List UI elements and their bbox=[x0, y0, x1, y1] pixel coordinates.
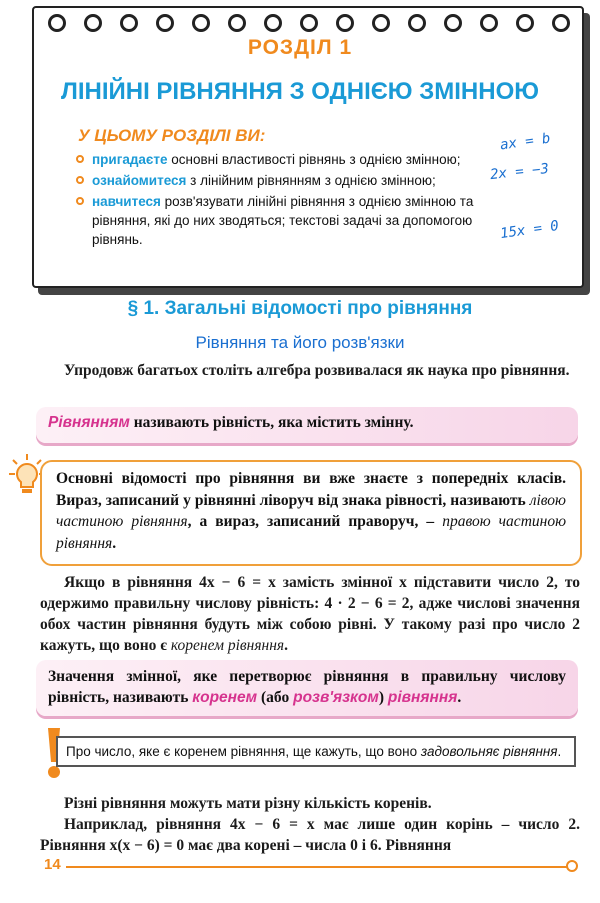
ring-icon bbox=[120, 14, 138, 32]
roots-paragraph: Різні рівняння можуть мати різну кількість коренів. bbox=[64, 795, 432, 812]
ring-icon bbox=[516, 14, 534, 32]
ring-icon bbox=[336, 14, 354, 32]
goals-list bbox=[74, 150, 504, 251]
note-box: Про число, яке є коренем рівняння, ще кажуть, що воно задовольняє рівняння. bbox=[56, 736, 576, 767]
intro-paragraph: Упродовж багатьох століть алгебра розвивалася як наука про рівняння. bbox=[64, 362, 570, 379]
root-definition-box: Значення змінної, яке перетворює рівняння в правильну числову рівність, називають коренем (або розв'язком) рівняння. bbox=[36, 660, 578, 716]
goal-item: пригадаєте основні властивості рівнянь з однією змінною; bbox=[74, 150, 504, 169]
example-roots-paragraph: Наприклад, рівняння 4x − 6 = x має лише один корінь – число 2. Рівняння x(x − 6) = 0 має два корені – числа 0 і 6. Рівняння bbox=[40, 816, 580, 854]
ring-icon bbox=[48, 14, 66, 32]
handwritten-equation: 2x = −3 bbox=[489, 160, 550, 184]
footer-circle-icon bbox=[566, 860, 578, 872]
goal-item: ознайомитеся з лінійним рівнянням з однією змінною; bbox=[74, 171, 504, 190]
ring-icon bbox=[552, 14, 570, 32]
section-title: § 1. Загальні відомості про рівняння bbox=[127, 298, 473, 319]
ring-icon bbox=[408, 14, 426, 32]
goal-item: навчитеся розв'язувати лінійні рівняння з однією змінною та рівняння, які до них зводяться; текстові задачі за допомогою рівнянь. bbox=[74, 192, 504, 249]
page-number: 14 bbox=[44, 856, 61, 873]
chapter-title: ЛІНІЙНІ РІВНЯННЯ З ОДНІЄЮ ЗМІННОЮ bbox=[60, 78, 540, 105]
ring-icon bbox=[372, 14, 390, 32]
ring-icon bbox=[192, 14, 210, 32]
ring-icon bbox=[84, 14, 102, 32]
example-paragraph: Якщо в рівняння 4x − 6 = x замість змінної x підставити число 2, то одержимо правильну числову рівність: 4 · 2 − 6 = 2, адже числові значення обох частин рівняння будуть між собою рівні. У такому разі про число 2 кажуть, що воно є коренем рівняння. bbox=[40, 574, 580, 654]
bullet-icon bbox=[76, 176, 84, 184]
ring-icon bbox=[480, 14, 498, 32]
subsection-title: Рівняння та його розв'язки bbox=[195, 333, 405, 352]
ring-icon bbox=[156, 14, 174, 32]
footer-divider bbox=[66, 866, 570, 868]
handwritten-equation: 15x = 0 bbox=[499, 217, 560, 243]
bullet-icon bbox=[76, 155, 84, 163]
handwritten-equation: ax = b bbox=[499, 130, 552, 154]
ring-icon bbox=[264, 14, 282, 32]
definition-term: Рівнянням bbox=[48, 414, 130, 431]
notebook-rings bbox=[48, 14, 568, 38]
bullet-icon bbox=[76, 197, 84, 205]
ring-icon bbox=[300, 14, 318, 32]
info-box: Основні відомості про рівняння ви вже знаєте з попередніх класів. Вираз, записаний у рівнянні ліворуч від знака рівності, називають лівою частиною рівняння, а вираз, записаний праворуч, – правою частиною рівняння. bbox=[40, 460, 582, 566]
ring-icon bbox=[444, 14, 462, 32]
ring-icon bbox=[228, 14, 246, 32]
chapter-label: РОЗДІЛ 1 bbox=[247, 36, 353, 59]
definition-box: Рівнянням називають рівність, яка містить змінну. bbox=[36, 407, 578, 443]
in-chapter-heading: У ЦЬОМУ РОЗДІЛІ ВИ: bbox=[78, 126, 266, 145]
